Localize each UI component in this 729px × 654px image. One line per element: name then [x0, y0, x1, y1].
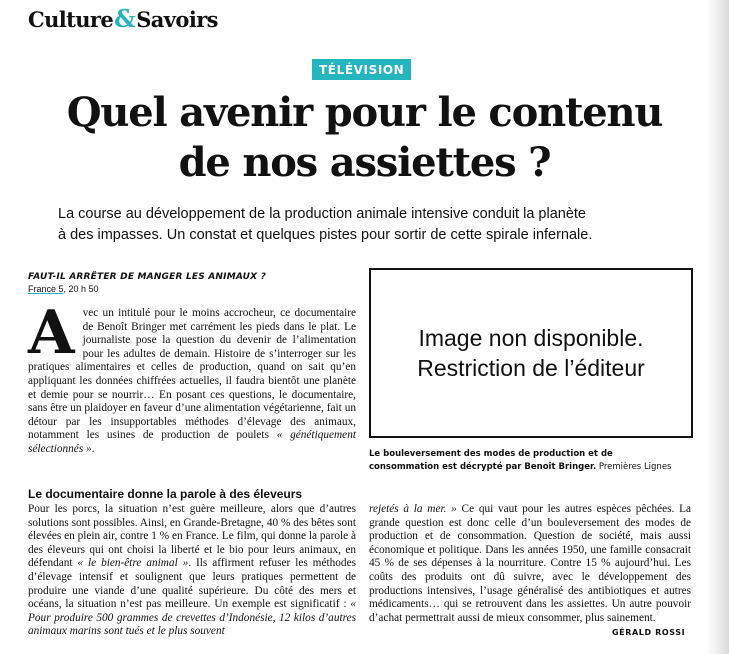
caption-bold-line1: Le bouleversement des modes de production et de	[369, 449, 613, 459]
drop-cap: A	[28, 298, 75, 368]
photo-message	[417, 323, 645, 383]
photo-message-line2: Restriction de l’éditeur	[417, 355, 645, 381]
article-subhead: Le documentaire donne la parole à des éleveurs	[28, 487, 303, 501]
intro-text: vec un intitulé pour le moins accrocheur, ce documentaire de Benoît Bringer met carrément les pieds dans le plat. Le journaliste pose la question du devenir de l’alimentation pour les adultes de demain. Histoire de s’interroger sur les pratiques alimentaires et celles de production, quand on sait qu’en appliquant les données chiffrées actuelles, il faudra bientôt une planète et demie pour se nourrir… En posant ces questions, le documentaire, sans être un plaidoyer en faveur d’une alimentation végétarienne, fait un détour par les insupportables méthodes d’élevage des animaux, notamment les usines de production de poulets	[28, 307, 356, 442]
col1-text-a: Pour les porcs, la situation n’est guère meilleure, alors que d’autres solutions sont possibles. Ainsi, en Grande-Bretagne, 40 % des bêtes sont élevées en plein air, contre 1 % en France. Le film, qui donne la parole à des éleveurs qui ont choisi la liberté et le bio pour leurs animaux, en défendant	[28, 503, 356, 570]
col1-text-b: . Ils affirment refuser les méthodes d’élevage intensif et soulignent que leurs pratiques permettent de produire une viande d’une qualité supérieure. Du côté des mers et océans, la situation n’est pas meilleure. Un exemple est significatif :	[28, 557, 356, 611]
intro-end: .	[91, 442, 95, 455]
masthead-ampersand: &	[114, 4, 136, 33]
col2-text: Ce qui vaut pour les autres espèces pêchées. La grande question est donc celle d’un bouleversement des modes de production et de consommation. Question de société, mais aussi économique et politique. Dans les années 1950, une famille consacrait 45 % de ses dépenses à la nourriture. Contre 15 % aujourd’hui. Les coûts des produits ont dû suivre, avec le développement des productions intensives, l’usage généralisé des antibiotiques et autres médicaments… qui se retrouvent dans les assiettes. Un autre pouvoir d’achat permettrait aussi de mieux consommer, plus sainement.	[369, 503, 691, 624]
photo-placeholder	[369, 268, 693, 438]
masthead-part1: Culture	[28, 7, 114, 32]
caption-line1	[369, 448, 699, 461]
program-channel: France 5	[28, 284, 64, 294]
headline-line1: Quel avenir pour le contenu	[66, 89, 663, 136]
article-column1-continued	[28, 503, 356, 639]
col1-quote-a: « le bien-être animal »	[77, 557, 189, 570]
photo-caption	[369, 448, 699, 474]
col2-quote: rejetés à la mer. »	[369, 503, 457, 515]
lede-line1: La course au développement de la production animale intensive conduit la planète	[58, 206, 586, 222]
program-time: , 20 h 50	[63, 284, 99, 294]
col1-quote-b: « Pour produire 500 grammes de crevettes d’Indonésie, 12 kilos d’autres animaux marins sont tués et le plus souvent	[28, 598, 356, 638]
masthead-logo	[28, 4, 218, 33]
caption-credit: Premières Lignes	[596, 462, 672, 472]
intro-quote: « génétiquement sélectionnés »	[28, 429, 356, 455]
lede	[58, 204, 678, 246]
headline-line2: de nos assiettes ?	[178, 139, 551, 186]
caption-line2	[369, 461, 699, 474]
program-title: FAUT-IL ARRÊTER DE MANGER LES ANIMAUX ?	[28, 272, 267, 282]
program-schedule	[28, 284, 99, 294]
photo-message-line1: Image non disponible.	[418, 325, 644, 351]
byline: GÉRALD ROSSI	[612, 628, 686, 637]
article-intro	[28, 298, 356, 457]
article-column2	[369, 503, 691, 625]
lede-line2: à des impasses. Un constat et quelques pistes pour sortir de cette spirale infernale.	[58, 227, 593, 243]
section-tag: TÉLÉVISION	[312, 59, 411, 80]
masthead-part2: Savoirs	[136, 7, 218, 32]
caption-bold-line2: consommation est décrypté par Benoît Bringer.	[369, 462, 597, 472]
headline	[0, 88, 729, 188]
